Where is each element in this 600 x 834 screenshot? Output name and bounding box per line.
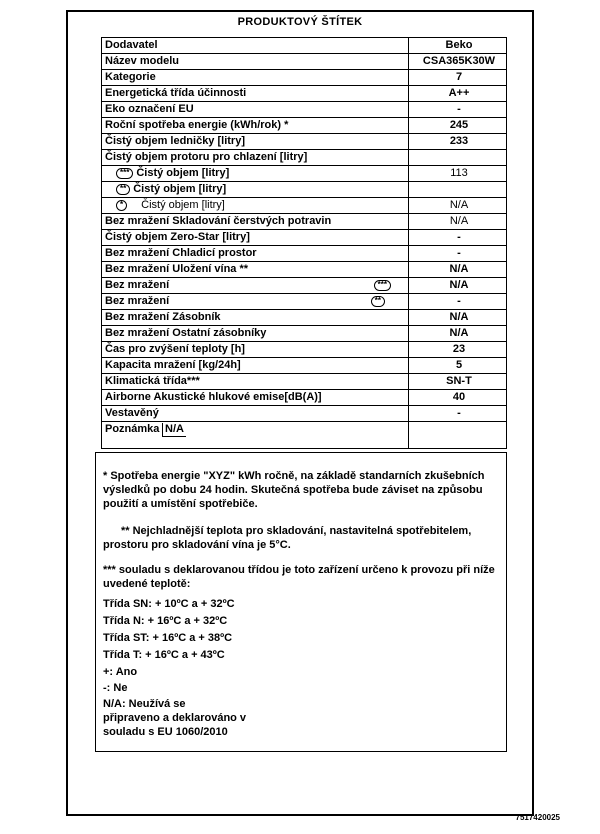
row-freezing-capacity [102, 358, 506, 374]
label-title: PRODUKTOVÝ ŠTÍTEK [237, 16, 363, 28]
row-label: Kapacita mražení [kg/24h] [105, 359, 241, 371]
row-value: 233 [449, 135, 469, 147]
row-chiller [102, 246, 506, 262]
legend-item: souladu s EU 1060/2010 [103, 726, 228, 738]
row-label-wrap [116, 183, 226, 195]
row-value: N/A [449, 327, 469, 339]
row-fridge-volume [102, 134, 506, 150]
climate-class-item: Třída T: + 16ºC a + 43ºC [103, 649, 225, 661]
climate-class-item: Třída N: + 16ºC a + 32ºC [103, 615, 228, 627]
row-value: A++ [448, 87, 470, 99]
row-label: Bez mražení Zásobník [105, 311, 221, 323]
row-label: Čistý objem [litry] [136, 167, 230, 179]
row-value: N/A [449, 311, 469, 323]
row-label: Airborne Akustické hlukové emise[dB(A)] [105, 391, 322, 403]
row-label: Bez mražení [105, 295, 170, 307]
row-value: 113 [450, 167, 468, 179]
row-value: N/A [449, 263, 469, 275]
row-label: Kategorie [105, 71, 156, 83]
row-value: - [457, 247, 461, 259]
legend-item: -: Ne [103, 682, 128, 694]
row-label: Čistý objem [litry] [141, 199, 225, 211]
row-value: N/A [449, 215, 469, 227]
row-2star-volume [102, 182, 506, 198]
row-no-freeze-2star [102, 294, 506, 310]
row-label: Bez mražení [105, 279, 170, 291]
row-value: CSA365K30W [422, 55, 496, 67]
row-label: Čistý objem Zero-Star [litry] [105, 231, 250, 243]
row-label: Eko označení EU [105, 103, 194, 115]
row-label: Bez mražení Skladování čerstvých potravin [105, 215, 332, 227]
row-label: Roční spotřeba energie (kWh/rok) * [105, 119, 289, 131]
row-value: 7 [455, 71, 463, 83]
one-star-icon: * [116, 200, 127, 211]
row-value: - [457, 231, 461, 243]
row-value: 245 [449, 119, 469, 131]
row-label: Čas pro zvýšení teploty [h] [105, 343, 245, 355]
row-label: Vestavěný [105, 407, 159, 419]
climate-class-item: Třída SN: + 10ºC a + 32ºC [103, 598, 235, 610]
row-label: Bez mražení Chladicí prostor [105, 247, 257, 259]
two-star-icon: ** [116, 184, 130, 195]
row-no-freeze-3star [102, 278, 506, 294]
row-value: N/A [449, 279, 469, 291]
row-value: - [457, 407, 461, 419]
row-value: N/A [449, 199, 469, 211]
product-label-frame [66, 10, 534, 816]
row-value: Beko [445, 39, 473, 51]
row-noise [102, 390, 506, 406]
legend-item: N/A: Neužívá se [103, 698, 186, 710]
row-climate-class [102, 374, 506, 390]
row-value: 23 [452, 343, 466, 355]
row-value: - [457, 295, 461, 307]
row-value: SN-T [446, 375, 472, 387]
row-3star-volume [102, 166, 506, 182]
climate-class-item: Třída ST: + 16ºC a + 38ºC [103, 632, 233, 644]
row-note [102, 422, 506, 448]
row-wine-storage [102, 262, 506, 278]
notes-box [95, 452, 507, 752]
legend-item: +: Ano [103, 666, 138, 678]
row-category [102, 70, 506, 86]
row-label: Čistý objem ledničky [litry] [105, 135, 245, 147]
row-label: Čistý objem [litry] [133, 183, 227, 195]
row-built-in [102, 406, 506, 422]
row-value: 40 [452, 391, 466, 403]
row-fresh-food [102, 214, 506, 230]
row-temp-rise-time [102, 342, 506, 358]
note-energy: * Spotřeba energie "XYZ" kWh ročně, na základě standarních zkušebních výsledků po dobu 24 hodin. Skutečná spotřeba bude záviset na způsobu použití a umístění spotřebiče. [103, 470, 485, 510]
row-eco-label [102, 102, 506, 118]
row-zero-star [102, 230, 506, 246]
row-label: Bez mražení Ostatní zásobníky [105, 327, 267, 339]
row-label: Čistý objem protoru pro chlazení [litry] [105, 151, 308, 163]
document-code: 7517420025 [515, 813, 560, 822]
row-label: Energetická třída účinnosti [105, 87, 247, 99]
row-label: Bez mražení Uložení vína ** [105, 263, 249, 275]
three-star-icon: *** [374, 280, 391, 291]
spec-table [101, 37, 507, 449]
row-value: - [457, 103, 461, 115]
row-label: Klimatická třída*** [105, 375, 200, 387]
row-other-compartments [102, 326, 506, 342]
row-annual-energy [102, 118, 506, 134]
note-climate: *** souladu s deklarovanou třídou je toto zařízení určeno k provozu při níže uvedené teplotě: [103, 564, 495, 590]
row-label: Název modelu [105, 55, 179, 67]
row-value: 5 [455, 359, 463, 371]
row-1star-volume [102, 198, 506, 214]
row-supplier [102, 38, 506, 54]
row-label: Poznámka [105, 423, 160, 435]
legend-item: připraveno a deklarováno v [103, 712, 247, 724]
row-label: Dodavatel [105, 39, 158, 51]
note-value: N/A [162, 423, 186, 437]
row-label-wrap [116, 199, 225, 211]
three-star-icon: *** [116, 168, 133, 179]
row-energy-class [102, 86, 506, 102]
row-model [102, 54, 506, 70]
row-label-wrap [116, 167, 229, 179]
row-freezer-volume [102, 150, 506, 166]
row-compartment [102, 310, 506, 326]
two-star-icon: ** [371, 296, 385, 307]
note-wine: ** Nejchladnější teplota pro skladování, nastavitelná spotřebitelem, prostoru pro skladování vína je 5°C. [103, 525, 472, 551]
